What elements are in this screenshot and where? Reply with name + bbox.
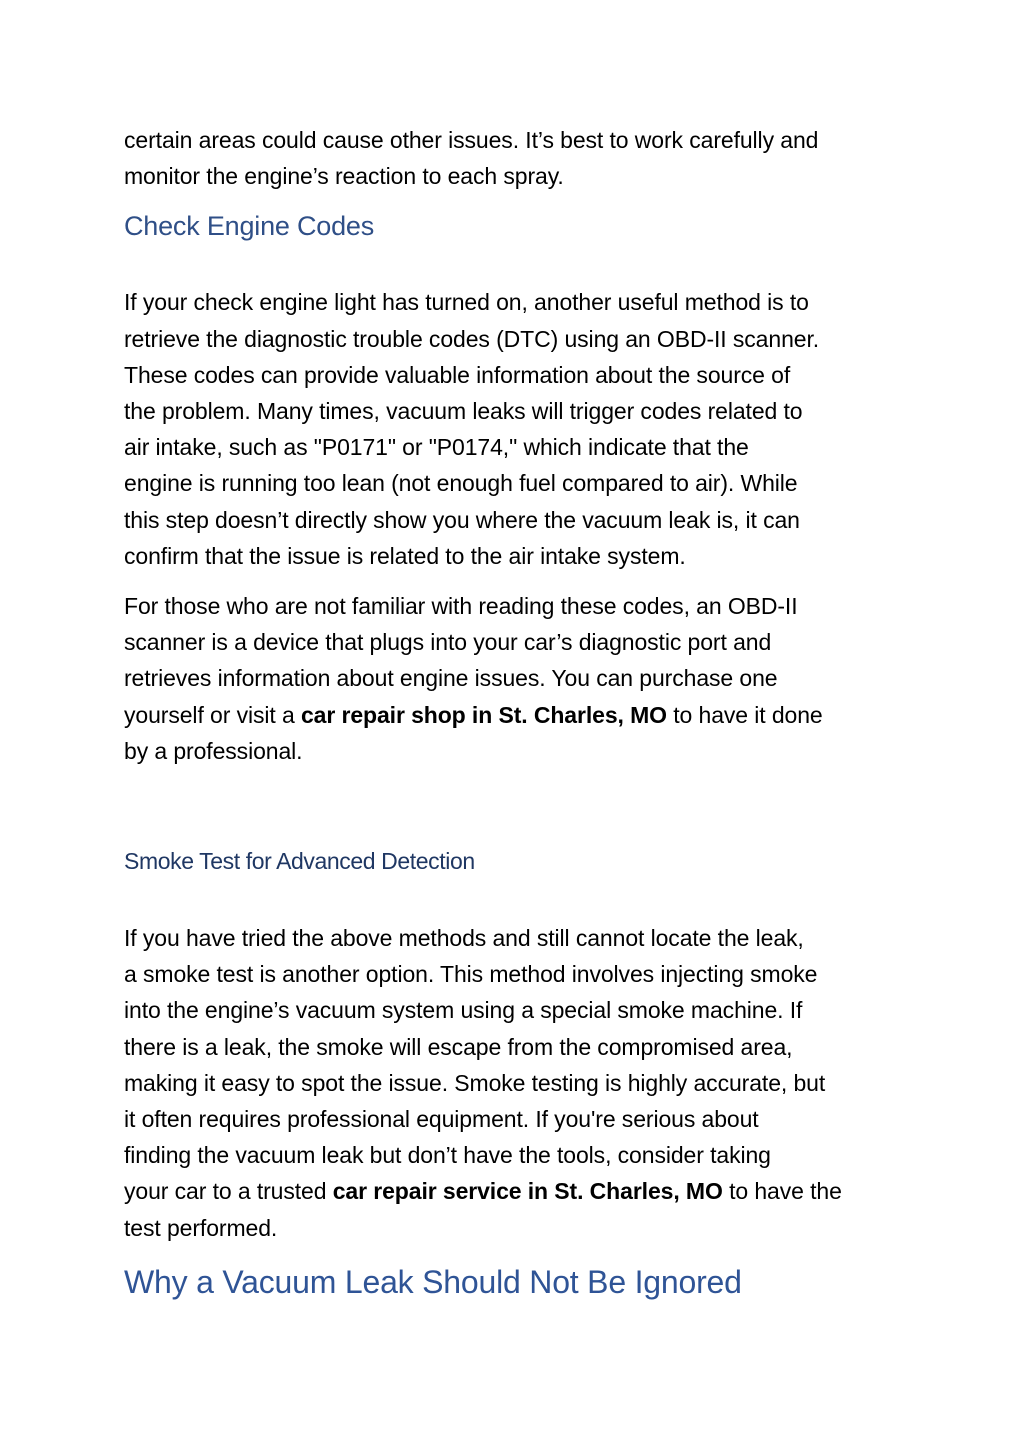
check-engine-codes-heading: Check Engine Codes bbox=[124, 211, 375, 242]
smoke-test-line bbox=[124, 1173, 904, 1209]
check-engine-p2-line: by a professional. bbox=[124, 737, 303, 764]
smoke-test-line: making it easy to spot the issue. Smoke testing is highly accurate, but bbox=[124, 1069, 826, 1096]
smoke-test-line: into the engine’s vacuum system using a special smoke machine. If bbox=[124, 997, 803, 1024]
check-engine-paragraph-2 bbox=[124, 588, 904, 769]
intro-line-1: certain areas could cause other issues. It’s best to work carefully and bbox=[124, 127, 819, 153]
intro-paragraph bbox=[124, 122, 904, 194]
smoke-test-line: it often requires professional equipment. If you're serious about bbox=[124, 1106, 759, 1133]
smoke-test-line: If you have tried the above methods and still cannot locate the leak, bbox=[124, 925, 804, 952]
car-repair-service-link-text: car repair service in St. Charles, MO bbox=[332, 1178, 723, 1205]
smoke-line8-before: your car to a trusted bbox=[124, 1178, 333, 1205]
check-engine-p2-line: scanner is a device that plugs into your car’s diagnostic port and bbox=[124, 629, 772, 656]
check-engine-p2-line bbox=[124, 697, 904, 733]
smoke-test-line: a smoke test is another option. This method involves injecting smoke bbox=[124, 961, 818, 988]
smoke-test-line: test performed. bbox=[124, 1214, 278, 1241]
check-engine-p1-line: retrieve the diagnostic trouble codes (DTC) using an OBD-II scanner. bbox=[124, 325, 820, 352]
smoke-test-line: there is a leak, the smoke will escape from the compromised area, bbox=[124, 1033, 793, 1060]
check-engine-paragraph-1 bbox=[124, 284, 904, 574]
smoke-test-paragraph bbox=[124, 920, 904, 1246]
intro-line-2: monitor the engine’s reaction to each spray. bbox=[124, 163, 564, 190]
check-engine-p1-line: If your check engine light has turned on, another useful method is to bbox=[124, 289, 809, 316]
check-engine-p1-line: confirm that the issue is related to the air intake system. bbox=[124, 542, 686, 569]
check-engine-p1-line: the problem. Many times, vacuum leaks will trigger codes related to bbox=[124, 398, 803, 425]
p2-line4-after: to have it done bbox=[666, 701, 823, 728]
why-vacuum-leak-heading: Why a Vacuum Leak Should Not Be Ignored bbox=[124, 1263, 742, 1300]
check-engine-p1-line: air intake, such as "P0171" or "P0174," which indicate that the bbox=[124, 434, 749, 461]
smoke-line8-after: to have the bbox=[722, 1178, 842, 1205]
check-engine-p2-line: retrieves information about engine issues. You can purchase one bbox=[124, 665, 778, 692]
check-engine-p1-line: engine is running too lean (not enough fuel compared to air). While bbox=[124, 470, 798, 497]
smoke-test-line: finding the vacuum leak but don’t have the tools, consider taking bbox=[124, 1142, 771, 1169]
check-engine-p1-line: These codes can provide valuable information about the source of bbox=[124, 361, 791, 388]
check-engine-p2-line: For those who are not familiar with reading these codes, an OBD-II bbox=[124, 593, 798, 620]
smoke-test-heading: Smoke Test for Advanced Detection bbox=[124, 848, 475, 875]
car-repair-shop-link-text: car repair shop in St. Charles, MO bbox=[300, 701, 667, 728]
check-engine-p1-line: this step doesn’t directly show you where the vacuum leak is, it can bbox=[124, 506, 800, 533]
document-page bbox=[124, 122, 904, 1302]
p2-line4-before: yourself or visit a bbox=[124, 701, 301, 728]
